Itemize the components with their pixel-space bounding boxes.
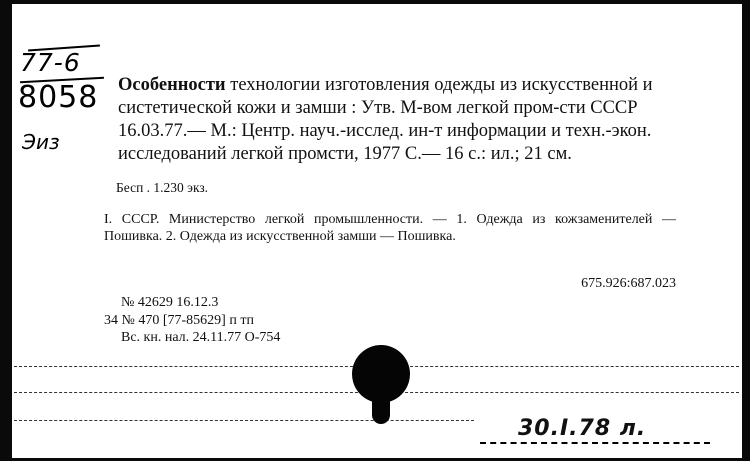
meta-line: 34 № 470 [77-85629] п тп bbox=[104, 313, 254, 328]
handwritten-shelf-code: 77-6 bbox=[20, 48, 81, 77]
meta-line: Вс. кн. нал. 24.11.77 О-754 bbox=[121, 330, 281, 345]
entry-lead-word: Особенности bbox=[118, 75, 226, 95]
handwritten-inventory-number: 8058 bbox=[18, 80, 99, 115]
udc-code: 675.926:687.023 bbox=[581, 276, 676, 291]
card-border-top bbox=[0, 0, 750, 4]
entry-body: технологии изготовления одежды из искусственной и систетической кожи и замши : Утв. М-вом легкой пром-сти СССР 16.03.77.— М.: Центр. науч.-исслед. ин-т информации и техн.-экон. исследований легкой промсти, 1977 С.— 16 с.: ил.; 21 см. bbox=[118, 75, 653, 164]
subject-tracing: I. СССР. Министерство легкой промышленности. — 1. Одежда из кожзаменителей — Пошивка. 2. Одежда из искусственной замши — Пошивка. bbox=[104, 212, 676, 244]
catalog-entry bbox=[118, 74, 678, 166]
punch-hole bbox=[372, 398, 390, 424]
meta-line: № 42629 16.12.3 bbox=[121, 295, 219, 310]
handwritten-note: Эиз bbox=[22, 130, 60, 154]
guide-line bbox=[14, 420, 474, 421]
card-border-left bbox=[0, 0, 12, 461]
handwritten-date-stamp: 30.I.78 л. bbox=[518, 416, 647, 441]
print-run: Бесп . 1.230 экз. bbox=[116, 180, 209, 195]
punch-hole bbox=[352, 345, 410, 403]
guide-line bbox=[480, 442, 710, 444]
card-border-right bbox=[742, 0, 750, 461]
